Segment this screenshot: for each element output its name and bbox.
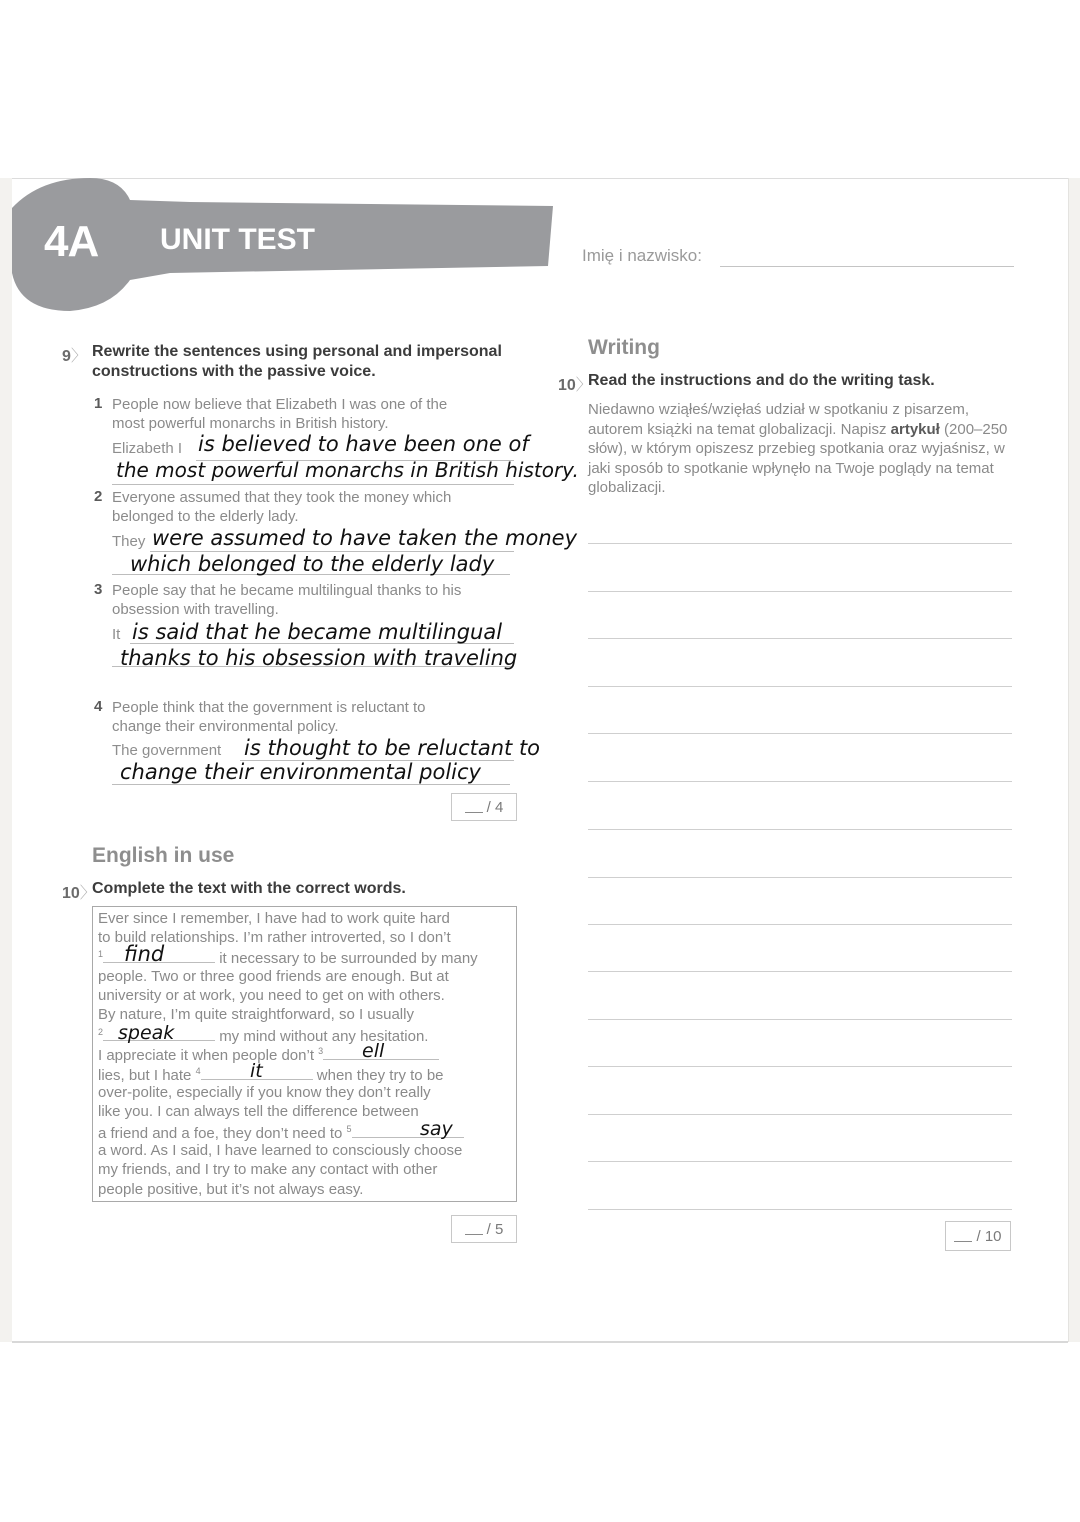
cloze-line: a word. As I said, I have learned to consciously choose (98, 1142, 463, 1159)
writing-line[interactable] (588, 543, 1012, 544)
section-title-writing: Writing (588, 336, 660, 359)
gap-5-answer: say (420, 1118, 453, 1140)
exercise-10-title: Complete the text with the correct words. (92, 880, 406, 897)
writing-line[interactable] (588, 877, 1012, 878)
answer-line[interactable] (112, 784, 510, 785)
item-sentence: People think that the government is reluctant to change their environmental policy. (112, 699, 426, 735)
exercise-9-title: Rewrite the sentences using personal and impersonal constructions with the passive voice. (92, 343, 502, 380)
cloze-line: Ever since I remember, I have had to work quite hard (98, 910, 450, 927)
writing-line[interactable] (588, 971, 1012, 972)
cloze-line: my friends, and I try to make any contact with other (98, 1161, 438, 1178)
handwritten-answer: is thought to be reluctant to (244, 736, 541, 760)
writing-instructions: Niedawno wziąłeś/wzięłaś udział w spotkaniu z pisarzem, autorem książki na temat globalizacji. Napisz artykuł (200–250 słów), w którym opiszesz przebieg spotkania oraz wyjaśnisz, w jaki sposób to spotkanie wpłynęło na Twoje poglądy na temat globalizacji. (588, 401, 1008, 496)
exercise-9-number: 9〉 (62, 348, 87, 365)
unit-code: 4A (44, 217, 99, 266)
cloze-line: $^2$ my mind without any hesitation. (98, 1027, 429, 1045)
section-title-english-in-use: English in use (92, 844, 235, 867)
writing-line[interactable] (588, 924, 1012, 925)
cloze-line: I appreciate it when people don’t $^3$ (98, 1045, 439, 1064)
cloze-line: people. Two or three good friends are enough. But at (98, 968, 449, 985)
writing-line[interactable] (588, 733, 1012, 734)
chevron-right-icon: 〉 (70, 348, 87, 365)
cloze-line: to build relationships. I’m rather introverted, so I don’t (98, 929, 451, 946)
handwritten-answer: is believed to have been one of (198, 432, 529, 456)
score-box-english-in-use[interactable]: / 5 (451, 1215, 517, 1243)
item-prompt: Elizabeth I (112, 440, 183, 457)
handwritten-answer: the most powerful monarchs in British history. (116, 458, 579, 482)
cloze-line: people positive, but it’s not always easy. (98, 1181, 364, 1198)
item-prompt: They (112, 533, 146, 550)
cloze-line: a friend and a foe, they don’t need to $^5$ (98, 1123, 464, 1142)
handwritten-answer: is said that he became multilingual (132, 620, 503, 644)
cloze-line: like you. I can always tell the difference between (98, 1103, 419, 1120)
writing-exercise-title: Read the instructions and do the writing task. (588, 372, 935, 389)
gap-4-answer: it (250, 1060, 263, 1082)
writing-line[interactable] (588, 1161, 1012, 1162)
gap-2-answer: speak (118, 1022, 175, 1044)
name-label: Imię i nazwisko: (582, 246, 702, 265)
score-box-exercise-9[interactable]: / 4 (451, 793, 517, 821)
cloze-line: By nature, I’m quite straightforward, so I usually (98, 1006, 414, 1023)
cloze-line: university or at work, you need to get on with others. (98, 987, 445, 1004)
page-edge-right (1068, 178, 1080, 1342)
item-number: 1 (94, 395, 103, 412)
handwritten-answer: change their environmental policy (120, 760, 481, 784)
handwritten-answer: which belonged to the elderly lady (130, 552, 495, 576)
handwritten-answer: were assumed to have taken the money (152, 526, 577, 550)
exercise-10-number: 10〉 (62, 885, 96, 902)
writing-line[interactable] (588, 781, 1012, 782)
chevron-right-icon: 〉 (575, 377, 592, 394)
writing-line[interactable] (588, 1209, 1012, 1210)
cloze-line: lies, but I hate $^4$ when they try to be (98, 1066, 444, 1084)
name-field[interactable] (720, 266, 1014, 267)
writing-line[interactable] (588, 686, 1012, 687)
writing-line[interactable] (588, 829, 1012, 830)
item-sentence: Everyone assumed that they took the money which belonged to the elderly lady. (112, 489, 452, 525)
writing-line[interactable] (588, 1019, 1012, 1020)
cloze-line: $^1$ it necessary to be surrounded by many (98, 949, 478, 967)
writing-line[interactable] (588, 1114, 1012, 1115)
item-number: 3 (94, 581, 103, 598)
item-prompt: The government (112, 742, 222, 759)
gap-3-answer: ell (362, 1040, 385, 1062)
writing-line[interactable] (588, 1066, 1012, 1067)
gap-1-answer: find (124, 942, 165, 966)
chevron-right-icon: 〉 (79, 885, 96, 902)
item-sentence: People say that he became multilingual thanks to his obsession with travelling. (112, 582, 462, 618)
writing-line[interactable] (588, 638, 1012, 639)
item-prompt: It (112, 626, 121, 643)
item-number: 2 (94, 488, 103, 505)
writing-line[interactable] (588, 591, 1012, 592)
writing-exercise-number: 10〉 (558, 377, 592, 394)
answer-line[interactable] (112, 484, 514, 485)
handwritten-answer: thanks to his obsession with traveling (120, 646, 518, 670)
cloze-line: over-polite, especially if you know they don’t really (98, 1084, 431, 1101)
item-sentence: People now believe that Elizabeth I was one of the most powerful monarchs in British history. (112, 396, 448, 432)
score-box-writing[interactable]: / 10 (945, 1221, 1011, 1251)
unit-title: UNIT TEST (160, 223, 315, 256)
item-number: 4 (94, 698, 103, 715)
